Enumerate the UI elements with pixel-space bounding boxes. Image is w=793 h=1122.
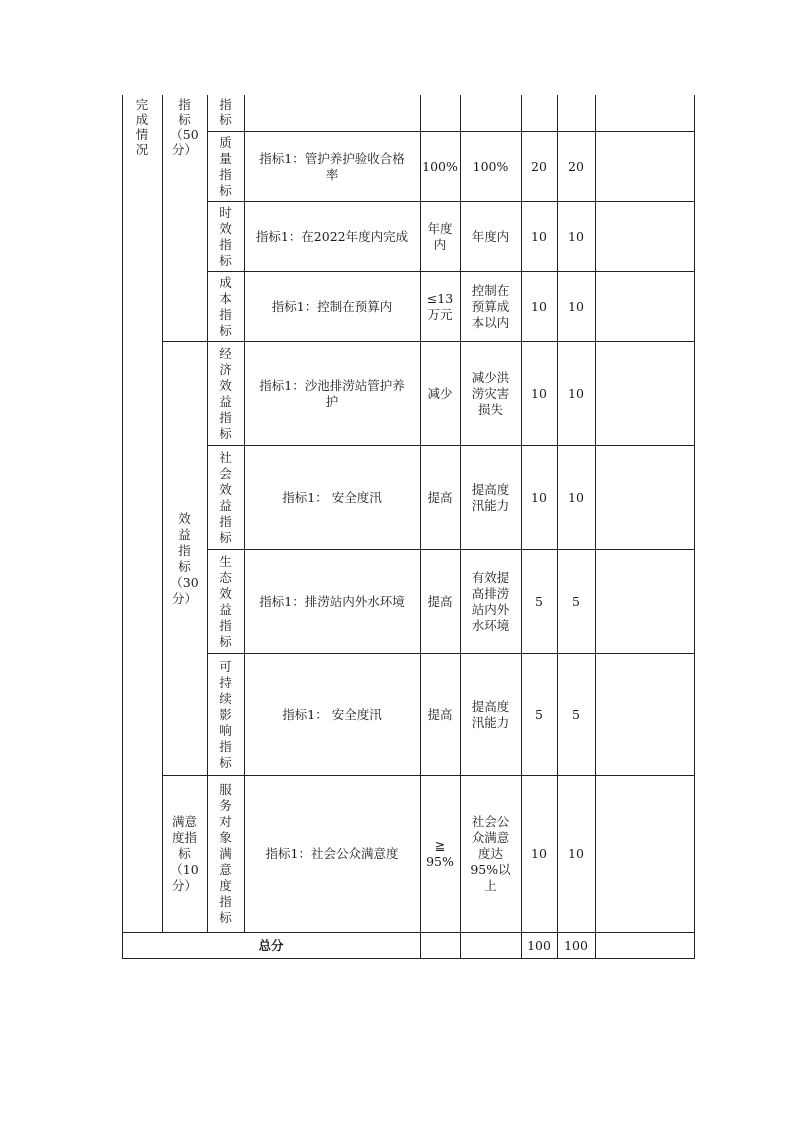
sub-indicator: 服 务 对 象 满 意 度 指 标 (219, 782, 232, 925)
score-value: 10 (568, 846, 584, 861)
actual-value: 控制在 预算成 本以内 (471, 282, 510, 330)
indicator-text: 指标1：控制在预算内 (271, 298, 393, 314)
actual-value: 有效提 高排涝 站内外 水环境 (471, 569, 510, 633)
target-value: 100% (422, 158, 458, 174)
total-label: 总分 (258, 937, 284, 953)
output-indicator-label: 指 标 （50 分） (170, 97, 199, 157)
col-divider (595, 95, 596, 959)
actual-value: 提高度 汛能力 (471, 698, 510, 730)
total-weight: 100 (527, 937, 551, 953)
actual-value: 提高度 汛能力 (471, 481, 510, 513)
weight-value: 10 (531, 385, 547, 401)
satisfaction-indicator-label: 满意 度指 标 （10 分） (170, 814, 199, 893)
target-value: ≤13 万元 (426, 290, 454, 322)
target-value: ≧ 95% (426, 838, 454, 869)
category-label: 完 成 情 况 (135, 97, 149, 157)
indicator-text: 指标1： 安全度汛 (282, 706, 382, 722)
score-value: 10 (568, 298, 584, 314)
indicator-text: 指标1：社会公众满意度 (265, 846, 399, 861)
target-value: 提高 (427, 489, 453, 505)
sub-indicator: 可 持 续 影 响 指 标 (219, 658, 232, 770)
total-score: 100 (564, 937, 588, 953)
weight-value: 5 (535, 593, 543, 609)
score-value: 5 (572, 706, 580, 722)
weight-value: 5 (535, 706, 543, 722)
sub-indicator: 成 本 指 标 (219, 274, 232, 338)
target-value: 提高 (427, 706, 453, 722)
actual-value: 100% (472, 158, 509, 174)
weight-value: 10 (531, 298, 547, 314)
actual-value: 年度内 (471, 228, 510, 244)
weight-value: 10 (531, 846, 547, 861)
indicator-text: 指标1：在2022年度内完成 (255, 228, 409, 244)
indicator-text: 指标1：管护养护验收合格 率 (259, 150, 405, 182)
sub-indicator: 时 效 指 标 (219, 204, 232, 268)
actual-value: 减少洪 涝灾害 损失 (471, 369, 510, 417)
score-value: 20 (568, 158, 584, 174)
score-value: 10 (568, 228, 584, 244)
target-value: 减少 (427, 385, 453, 401)
sub-indicator: 质 量 指 标 (219, 134, 232, 198)
weight-value: 20 (531, 158, 547, 174)
score-value: 10 (568, 489, 584, 505)
weight-value: 10 (531, 228, 547, 244)
indicator-text: 指标1：沙池排涝站管护养 护 (259, 377, 405, 409)
score-value: 10 (568, 385, 584, 401)
sub-indicator: 生 态 效 益 指 标 (219, 553, 232, 649)
indicator-text: 指标1： 安全度汛 (282, 489, 382, 505)
actual-value: 社会公 众满意 度达 95%以 上 (470, 814, 511, 893)
weight-value: 10 (531, 489, 547, 505)
target-value: 提高 (427, 593, 453, 609)
sub-indicator: 经 济 效 益 指 标 (219, 345, 232, 441)
target-value: 年度 内 (427, 220, 453, 252)
sub-indicator: 社 会 效 益 指 标 (219, 449, 232, 545)
indicator-text: 指标1：排涝站内外水环境 (259, 593, 405, 609)
score-value: 5 (572, 593, 580, 609)
table-border-right (694, 95, 695, 959)
sub-indicator: 指 标 (219, 97, 232, 127)
table-border-left (122, 95, 123, 959)
effect-indicator-label: 效 益 指 标 （30 分） (170, 510, 199, 606)
table-border-bottom (122, 958, 695, 959)
